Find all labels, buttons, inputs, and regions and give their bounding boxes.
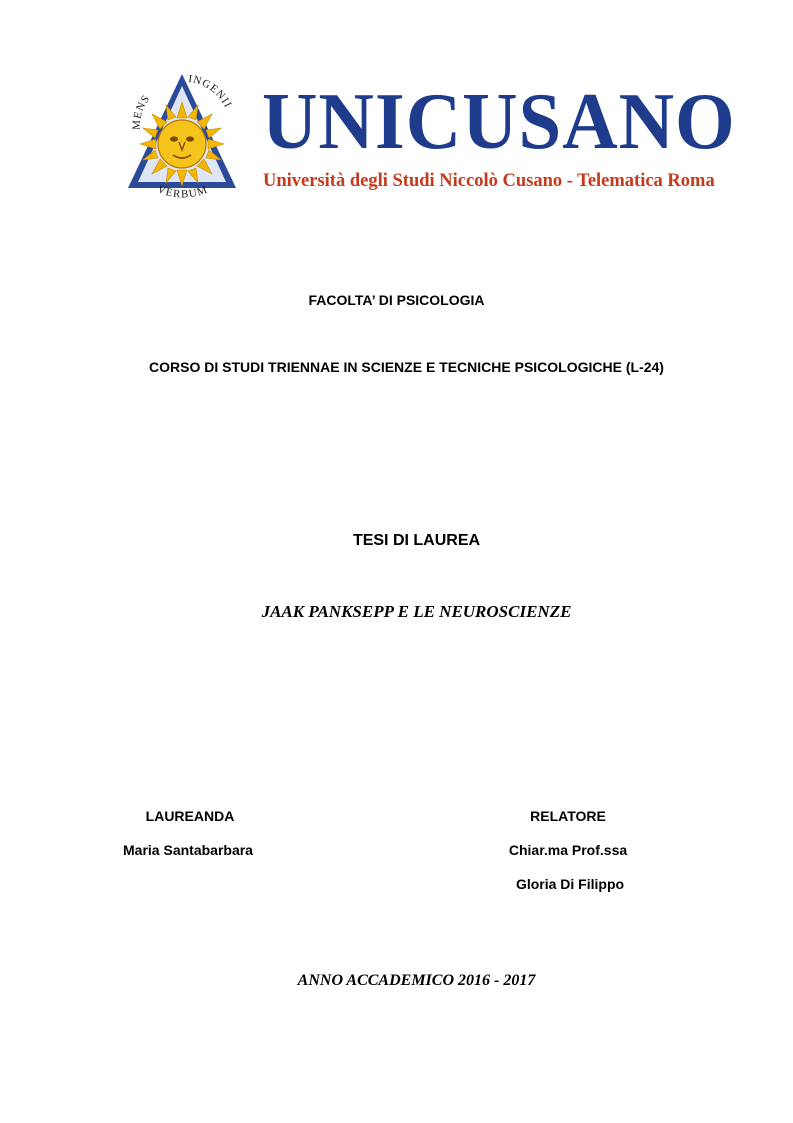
svg-text:INGENII: INGENII bbox=[187, 73, 234, 111]
brand-subtitle: Università degli Studi Niccolò Cusano - Telematica Roma bbox=[263, 171, 715, 191]
brand-name: UNICUSANO bbox=[262, 78, 736, 166]
university-logo bbox=[126, 70, 736, 220]
candidate-name: Maria Santabarbara bbox=[123, 842, 253, 858]
supervisor-name: Gloria Di Filippo bbox=[515, 876, 625, 892]
thesis-title: JAAK PANKSEPP E LE NEUROSCIENZE bbox=[261, 602, 572, 621]
svg-text:VERBUM: VERBUM bbox=[155, 183, 210, 201]
faculty-heading: FACOLTA’ DI PSICOLOGIA bbox=[308, 292, 485, 308]
university-seal-icon bbox=[126, 70, 238, 212]
svg-text:MENS: MENS bbox=[130, 92, 153, 131]
supervisor-title: Chiar.ma Prof.ssa bbox=[508, 842, 628, 858]
thesis-label: TESI DI LAUREA bbox=[352, 532, 481, 549]
course-heading: CORSO DI STUDI TRIENNAE IN SCIENZE E TECNICHE PSICOLOGICHE (L-24) bbox=[149, 359, 664, 375]
candidate-label: LAUREANDA bbox=[145, 808, 235, 824]
supervisor-label: RELATORE bbox=[530, 808, 606, 824]
academic-year: ANNO ACCADEMICO 2016 - 2017 bbox=[297, 972, 536, 989]
